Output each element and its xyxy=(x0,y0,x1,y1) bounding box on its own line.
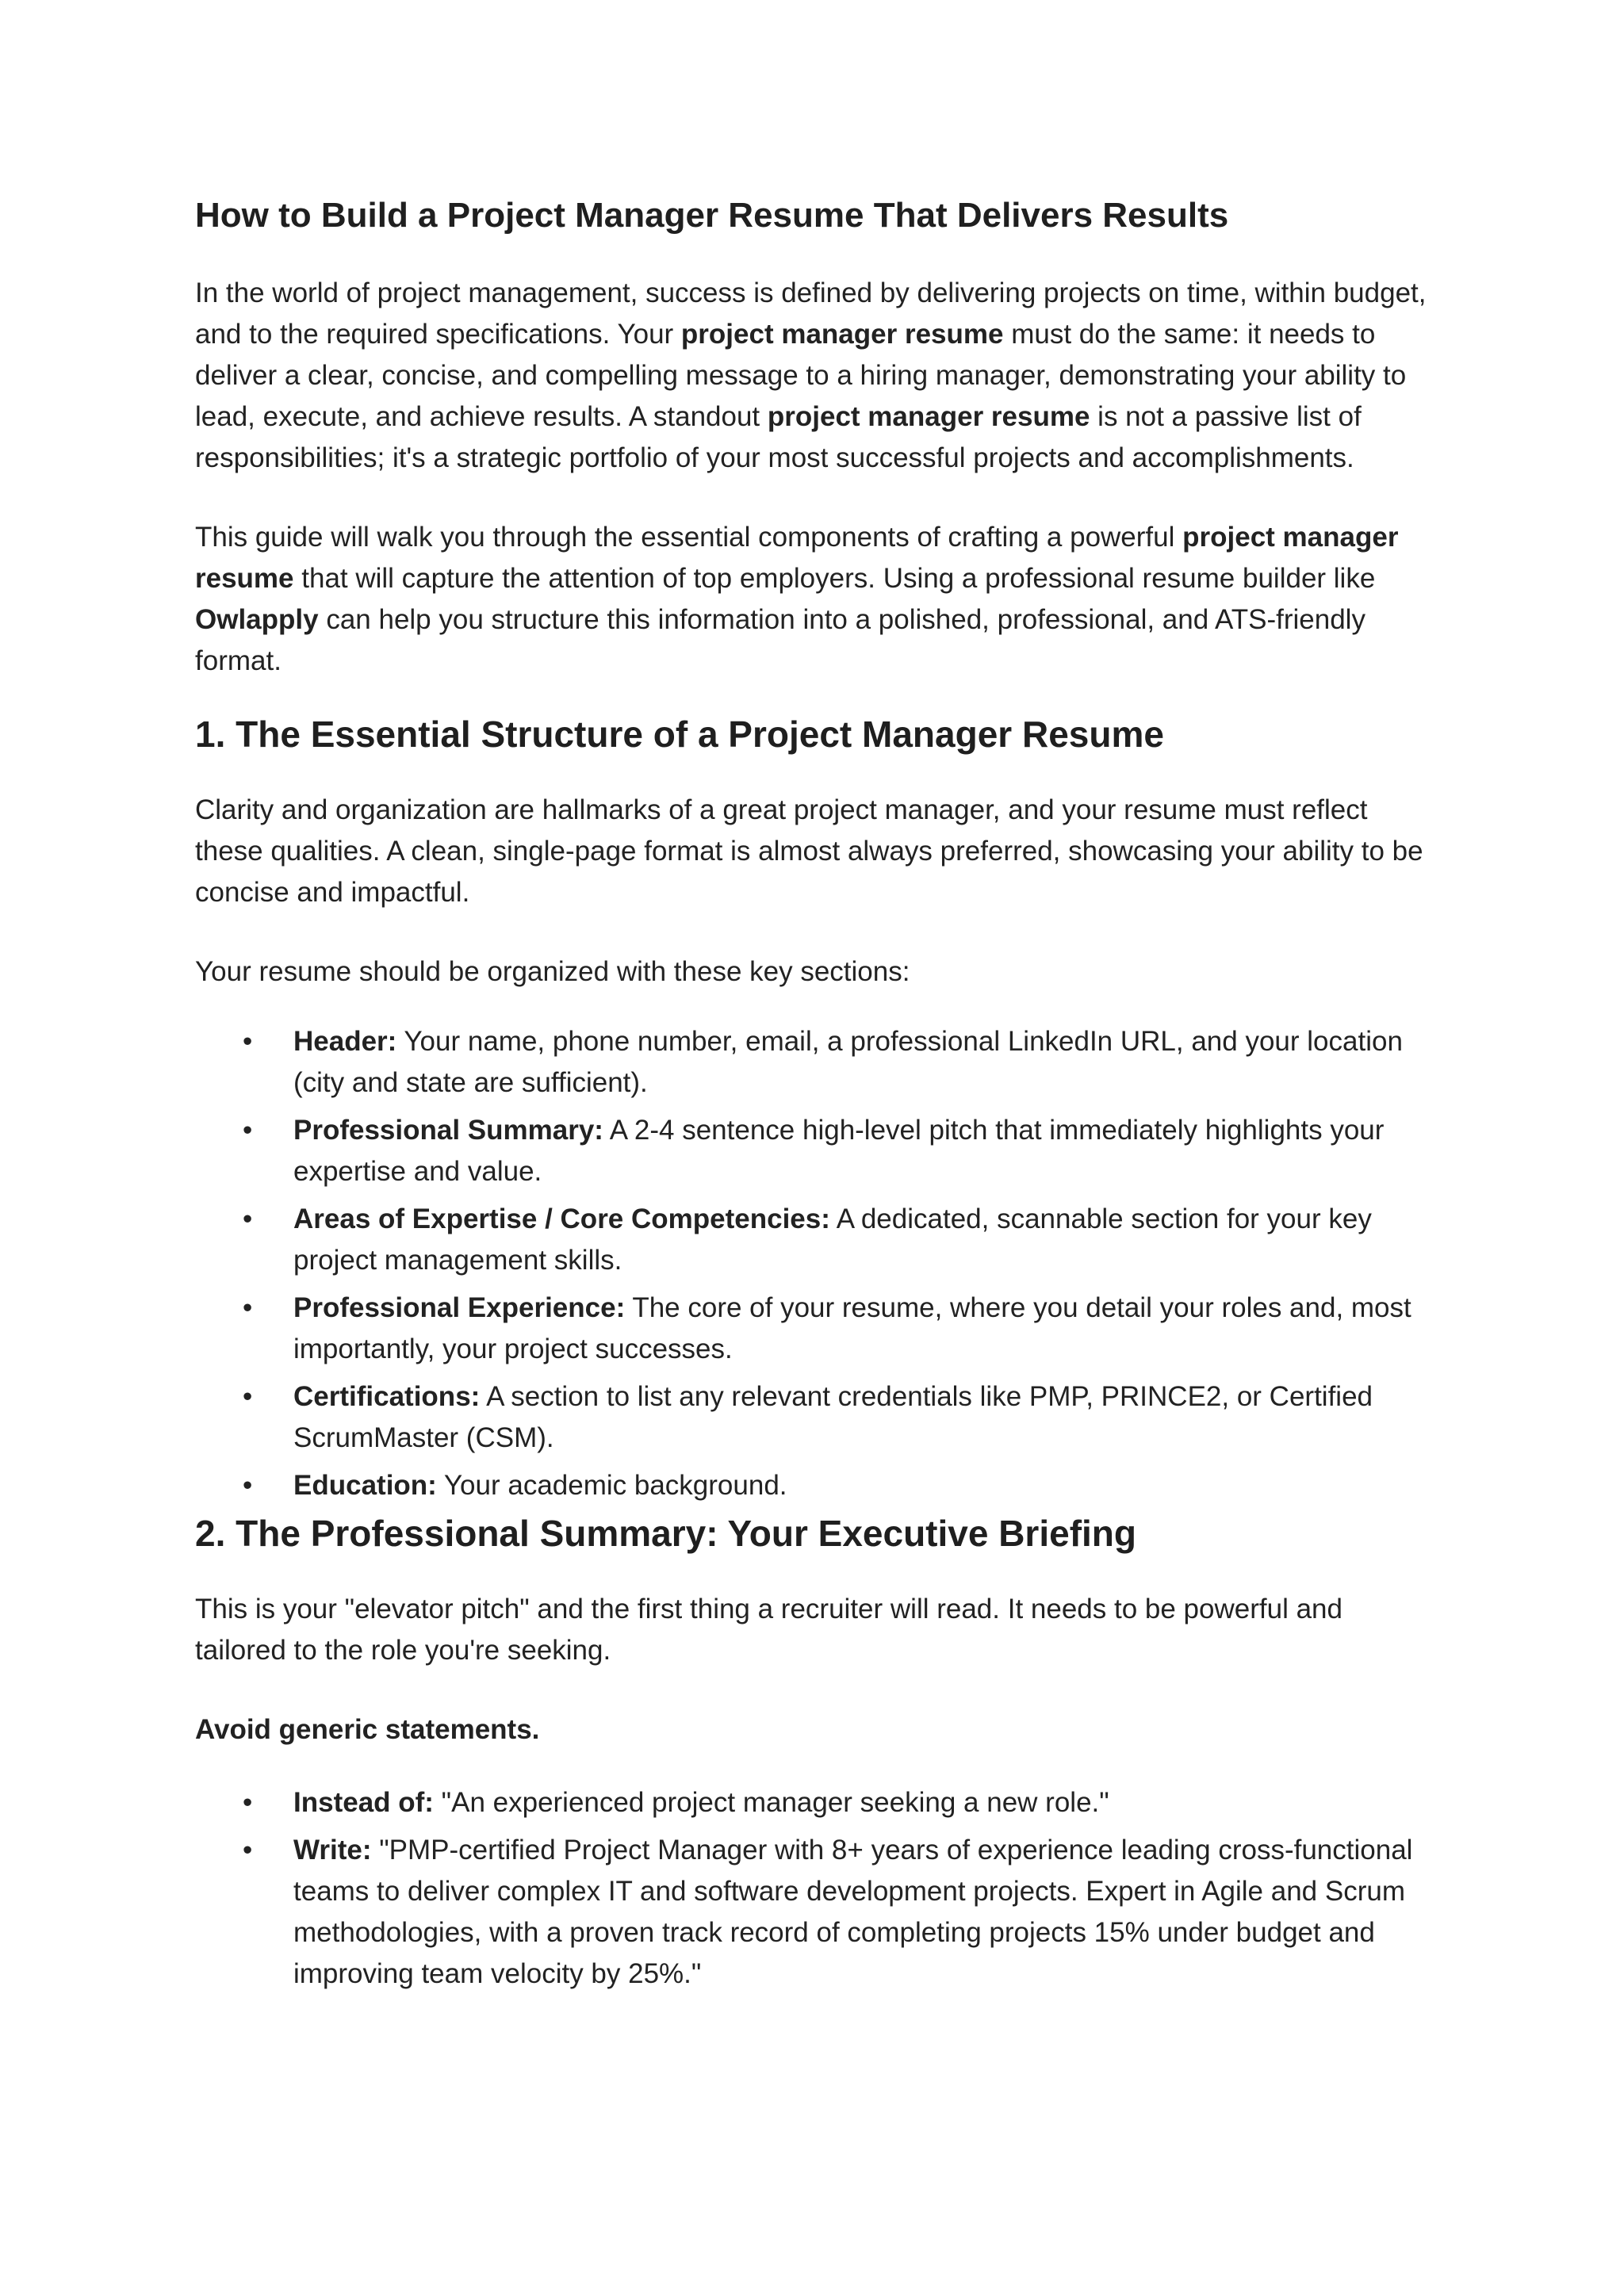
section-1-list xyxy=(195,1021,1440,1506)
list-item xyxy=(195,1465,1440,1506)
list-item-label: Professional Experience: xyxy=(293,1292,626,1323)
section-1-paragraph-2: Your resume should be organized with these key sections: xyxy=(195,956,910,987)
list-item xyxy=(195,1376,1440,1459)
section-1-paragraph-1: Clarity and organization are hallmarks of a great project manager, and your resume must reflect these qualities. A clean, single-page format is almost always preferred, showcasing your ability to be concise and impactful. xyxy=(195,794,1423,908)
list-item-text: Your academic background. xyxy=(436,1470,787,1501)
intro-bold-keyword: project manager resume xyxy=(680,319,1004,350)
section-2-paragraph-1: This is your "elevator pitch" and the first thing a recruiter will read. It needs to be powerful and tailored to the role you're seeking. xyxy=(195,1594,1342,1666)
list-item xyxy=(195,1199,1440,1281)
list-item-text: Your name, phone number, email, a professional LinkedIn URL, and your location (city and state are sufficient). xyxy=(293,1026,1403,1098)
intro-paragraph-1 xyxy=(195,273,1440,479)
page-title: How to Build a Project Manager Resume That Delivers Results xyxy=(195,196,1229,235)
section-2-heading: 2. The Professional Summary: Your Executive Briefing xyxy=(195,1513,1136,1554)
list-item-label: Instead of: xyxy=(293,1787,434,1818)
intro-bold-keyword: project manager resume xyxy=(767,401,1090,432)
brand-name: Owlapply xyxy=(195,604,319,635)
bullet-icon: • xyxy=(243,1203,253,1234)
list-item xyxy=(195,1021,1440,1104)
bullet-icon: • xyxy=(243,1381,253,1412)
intro-text: In the world of project management, success is defined by delivering projects on time, within budget, and to the required specifications. Your xyxy=(195,277,1427,350)
list-item-label: Areas of Expertise / Core Competencies: xyxy=(293,1203,830,1234)
list-item-text: A dedicated, scannable section for your key project management skills. xyxy=(293,1203,1372,1276)
list-item xyxy=(195,1110,1440,1192)
bullet-icon: • xyxy=(243,1292,253,1323)
intro-text: is not a passive list of responsibilities; it's a strategic portfolio of your most successful projects and accomplishments. xyxy=(195,401,1362,473)
list-item xyxy=(195,1830,1440,1995)
section-1-heading: 1. The Essential Structure of a Project Manager Resume xyxy=(195,714,1164,755)
intro-bold-keyword: project manager resume xyxy=(195,522,1399,594)
intro-text: that will capture the attention of top employers. Using a professional resume builder like xyxy=(293,563,1376,594)
list-item-text: "PMP-certified Project Manager with 8+ years of experience leading cross-functional teams to deliver complex IT and software development projects. Expert in Agile and Scrum methodologies, with a proven track record of completing projects 15% under budget and improving team velocity by 25%." xyxy=(293,1835,1413,1989)
list-item-text: A section to list any relevant credentials like PMP, PRINCE2, or Certified ScrumMaster (CSM). xyxy=(293,1381,1373,1453)
list-item-label: Education: xyxy=(293,1470,437,1501)
bullet-icon: • xyxy=(243,1835,253,1866)
bullet-icon: • xyxy=(243,1470,253,1501)
list-item-label: Professional Summary: xyxy=(293,1115,603,1146)
list-item-label: Write: xyxy=(293,1835,372,1866)
intro-text: must do the same: it needs to deliver a clear, concise, and compelling message to a hiring manager, demonstrating your ability to lead, execute, and achieve results. A standout xyxy=(195,319,1407,432)
list-item-text: A 2-4 sentence high-level pitch that immediately highlights your expertise and value. xyxy=(293,1115,1385,1187)
list-item xyxy=(195,1782,1440,1823)
section-2-subheading: Avoid generic statements. xyxy=(195,1714,540,1745)
bullet-icon: • xyxy=(243,1787,253,1818)
document-page xyxy=(195,190,1440,2001)
list-item xyxy=(195,1288,1440,1370)
intro-text: This guide will walk you through the essential components of crafting a powerful xyxy=(195,522,1183,553)
list-item-text: The core of your resume, where you detail your roles and, most importantly, your project successes. xyxy=(293,1292,1411,1364)
list-item-label: Header: xyxy=(293,1026,397,1057)
list-item-text: "An experienced project manager seeking a new role." xyxy=(433,1787,1109,1818)
list-item-label: Certifications: xyxy=(293,1381,481,1412)
intro-paragraph-2 xyxy=(195,517,1440,682)
bullet-icon: • xyxy=(243,1026,253,1057)
section-2-list xyxy=(195,1782,1440,1995)
bullet-icon: • xyxy=(243,1115,253,1146)
intro-text: can help you structure this information into a polished, professional, and ATS-friendly format. xyxy=(195,604,1365,676)
